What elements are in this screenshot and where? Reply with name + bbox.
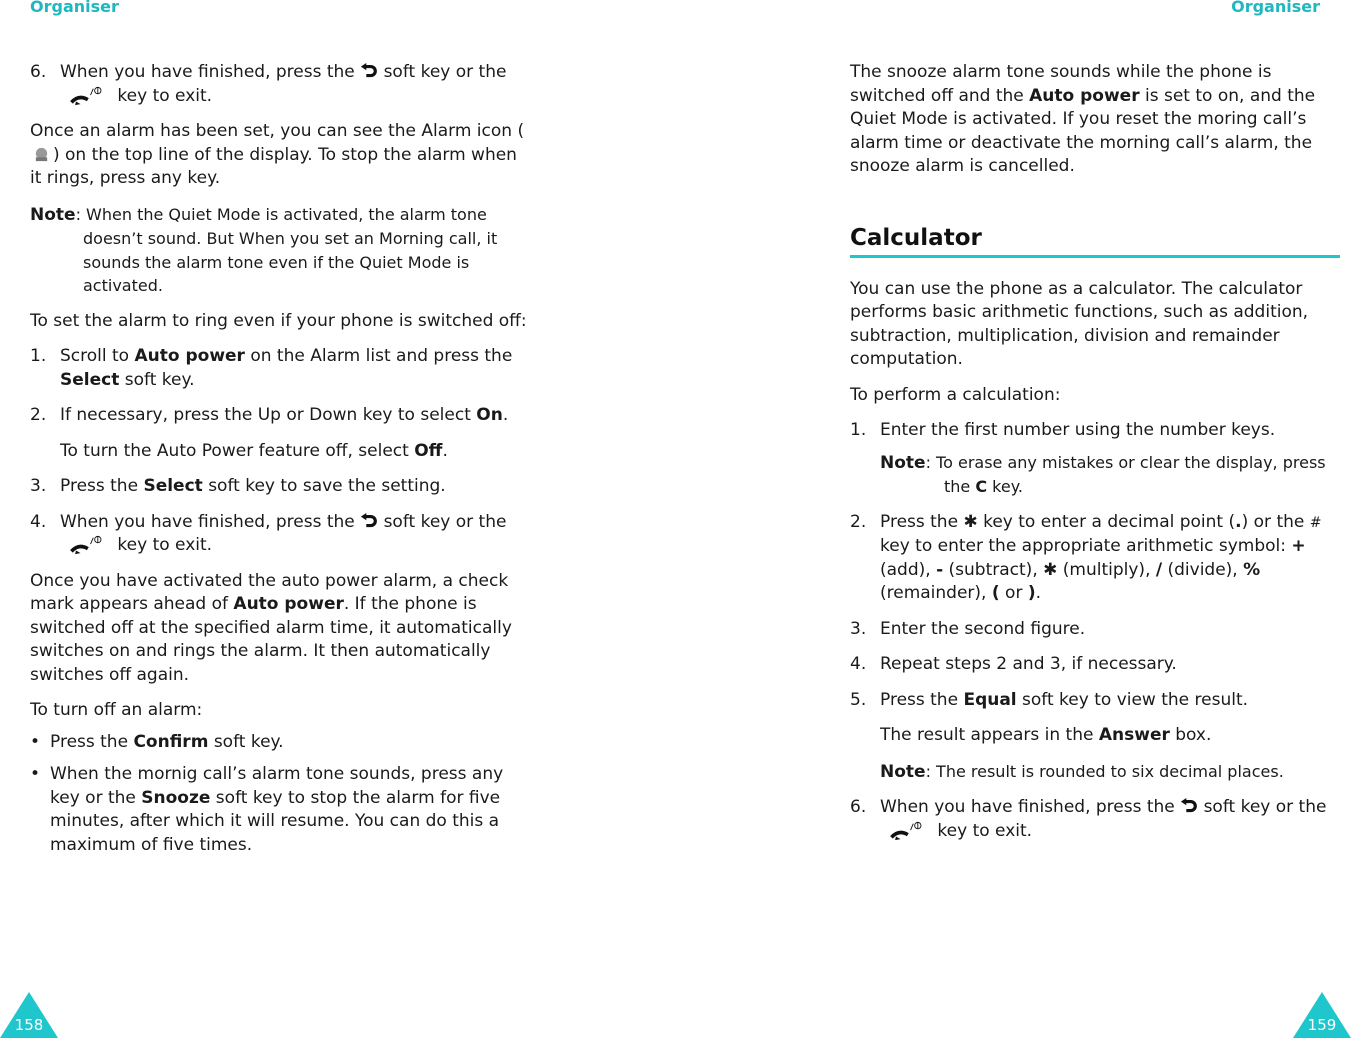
hash-key-icon: # — [1309, 514, 1322, 531]
text-segment: (remainder), — [880, 583, 992, 603]
back-softkey-icon — [360, 513, 378, 531]
text-segment: on the Alarm list and press the — [244, 346, 513, 366]
running-header-right: Organiser — [1231, 0, 1320, 16]
text-segment: (divide), — [1162, 559, 1244, 580]
running-header-left: Organiser — [30, 0, 119, 16]
text-segment: (add), — [880, 559, 937, 580]
text-segment: If necessary, press the Up or Down key to select — [60, 405, 477, 425]
calc-note-erase — [850, 451, 1340, 499]
text-segment: Auto power — [134, 346, 245, 366]
text-segment: Once you have activated the auto power alarm, a check mark appears ahead of — [30, 570, 509, 614]
calculator-intro: You can use the phone as a calculator. The calculator performs basic arithmetic functions, such as addition, subtraction, multiplication, division and remainder computation. — [850, 278, 1309, 369]
text-segment: Enter the first number using the number keys. — [880, 420, 1276, 440]
text-segment: key to enter a decimal point ( — [983, 511, 1236, 532]
text-segment: : The result is rounded to six decimal places. — [925, 761, 1284, 781]
list-number: 1. — [850, 420, 867, 440]
text-segment: On — [476, 405, 503, 425]
text-segment: soft key. — [208, 731, 284, 752]
text-segment: Select — [60, 369, 120, 390]
text-segment: soft key to stop the alarm for five minutes, after which it will resume. You can do this a maximum of five times. — [50, 787, 501, 855]
back-softkey-icon — [360, 63, 378, 81]
calculation-intro: To perform a calculation: — [850, 384, 1061, 405]
text-segment: The snooze alarm tone sounds while the phone is switched off and the — [850, 62, 1272, 106]
snooze-paragraph — [850, 61, 1340, 179]
text-segment: (subtract), — [943, 559, 1044, 580]
calc-step-4 — [850, 653, 1340, 677]
text-segment: : When the Quiet Mode is activated, the alarm tone doesn’t sound. But When you set an Morning call, it sounds the alarm tone even if the Quiet Mode is activated. — [75, 204, 498, 295]
text-segment: . If the phone is switched off at the specified alarm time, it automatically switches on and rings the alarm. It then automatically switches off again. — [30, 594, 512, 685]
calc-step-5 — [850, 689, 1340, 713]
text-segment: soft key or the — [1203, 797, 1327, 817]
text-segment: Press the — [50, 731, 134, 752]
text-segment: soft key to save the setting. — [202, 476, 446, 496]
text-segment: Enter the second figure. — [880, 618, 1086, 639]
end-key-icon — [68, 535, 104, 555]
text-segment: Confirm — [133, 731, 209, 752]
bullet-confirm — [30, 731, 530, 755]
text-segment: - — [936, 559, 944, 580]
text-segment: / — [1155, 559, 1163, 580]
text-segment: 158 — [14, 1016, 44, 1034]
text-segment: soft key or the — [383, 511, 507, 532]
text-segment: key to exit. — [937, 820, 1033, 841]
step-6 — [30, 61, 530, 108]
text-segment: Scroll to — [60, 346, 135, 366]
end-key-icon — [888, 821, 924, 841]
list-number: 3. — [30, 476, 47, 496]
text-segment: box. — [1169, 725, 1212, 745]
text-segment: When you have finished, press the — [880, 797, 1175, 817]
alarm-icon — [33, 146, 50, 163]
text-segment: Auto power — [233, 594, 344, 614]
text-segment: . — [442, 440, 448, 461]
calc-step-2 — [850, 511, 1340, 606]
page-number-right — [1293, 992, 1351, 1038]
step-2 — [30, 404, 530, 428]
text-segment: When you have finished, press the — [60, 511, 355, 532]
text-segment: Note — [880, 761, 926, 782]
text-segment: soft key or the — [383, 62, 507, 82]
calc-step-5-sub — [850, 724, 1340, 748]
left-page-column — [30, 61, 530, 866]
text-segment: ( — [991, 583, 1000, 603]
text-segment: Off — [414, 440, 443, 461]
quiet-mode-note — [30, 203, 530, 298]
text-segment: Repeat steps 2 and 3, if necessary. — [880, 654, 1177, 674]
text-segment: ) — [1027, 583, 1036, 603]
text-segment: key. — [987, 477, 1023, 496]
list-number: 1. — [30, 346, 47, 366]
alarm-icon-paragraph — [30, 120, 530, 191]
text-segment: Note — [30, 204, 76, 225]
text-segment: Select — [143, 476, 203, 496]
step-1 — [30, 345, 530, 392]
list-number: 2. — [30, 405, 47, 425]
calc-step-1 — [850, 419, 1340, 443]
text-segment: When the mornig call’s alarm tone sounds, press any key or the — [50, 764, 504, 808]
text-segment: Snooze — [141, 787, 211, 808]
text-segment: or — [999, 583, 1028, 603]
text-segment: ) or the — [1241, 511, 1305, 532]
text-segment: Press the — [60, 476, 144, 496]
list-number: 4. — [30, 511, 47, 532]
text-segment: To turn the Auto Power feature off, select — [60, 440, 415, 461]
list-number: 5. — [850, 689, 867, 710]
right-page-column — [850, 61, 1340, 855]
calc-step-6 — [850, 796, 1340, 843]
calc-note-rounding — [850, 760, 1340, 785]
text-segment: (multiply), — [1057, 559, 1156, 580]
text-segment: . — [502, 405, 509, 425]
back-softkey-icon — [1180, 798, 1198, 816]
star-key-icon: ✱ — [1043, 559, 1058, 580]
text-segment: key to exit. — [117, 85, 213, 106]
page-number-left — [0, 992, 58, 1038]
bullet-marker: • — [30, 731, 41, 752]
star-key-icon: ✱ — [963, 511, 978, 532]
text-segment: Equal — [963, 689, 1017, 710]
text-segment: + — [1291, 536, 1306, 556]
step-2-sub — [30, 440, 530, 464]
section-heading-calculator: Calculator — [850, 224, 982, 251]
text-segment: Press the — [880, 511, 959, 532]
auto-power-intro: To set the alarm to ring even if your phone is switched off: — [30, 310, 527, 331]
list-number: 4. — [850, 654, 867, 674]
text-segment: . — [1035, 583, 1042, 603]
heading-underline — [850, 255, 1340, 258]
end-key-icon — [68, 86, 104, 106]
text-segment: key to exit. — [117, 535, 213, 555]
text-segment: Auto power — [1029, 85, 1140, 106]
list-number: 6. — [30, 62, 47, 82]
step-3 — [30, 475, 530, 499]
text-segment: soft key to view the result. — [1016, 689, 1249, 710]
list-number: 6. — [850, 797, 867, 817]
text-segment: Note — [880, 452, 926, 473]
text-segment: ) on the top line of the display. To stop the alarm when it rings, press any key. — [30, 144, 517, 188]
text-segment: Answer — [1098, 725, 1170, 745]
check-mark-paragraph — [30, 570, 530, 688]
text-segment: key to enter the appropriate arithmetic symbol: — [880, 536, 1292, 556]
list-number: 3. — [850, 618, 867, 639]
text-segment: is set to on, and the Quiet Mode is activated. If you reset the moring call’s alarm time or deactivate the morning call’s alarm, the snooze alarm is cancelled. — [850, 85, 1316, 176]
text-segment: % — [1243, 559, 1261, 580]
text-segment: soft key. — [119, 369, 195, 390]
text-segment: . — [1235, 511, 1242, 532]
calc-step-3 — [850, 618, 1340, 642]
bullet-marker: • — [30, 764, 41, 784]
turn-off-intro: To turn off an alarm: — [30, 700, 203, 720]
text-segment: Press the — [880, 689, 964, 710]
text-segment: The result appears in the — [880, 725, 1099, 745]
bullet-snooze — [30, 763, 530, 857]
step-4 — [30, 511, 530, 558]
text-segment: 159 — [1307, 1016, 1337, 1034]
text-segment: When you have finished, press the — [60, 62, 355, 82]
text-segment: Once an alarm has been set, you can see the Alarm icon ( — [30, 121, 525, 141]
list-number: 2. — [850, 511, 867, 532]
text-segment: C — [975, 477, 988, 496]
text-segment: : To erase any mistakes or clear the display, press the — [925, 452, 1326, 496]
